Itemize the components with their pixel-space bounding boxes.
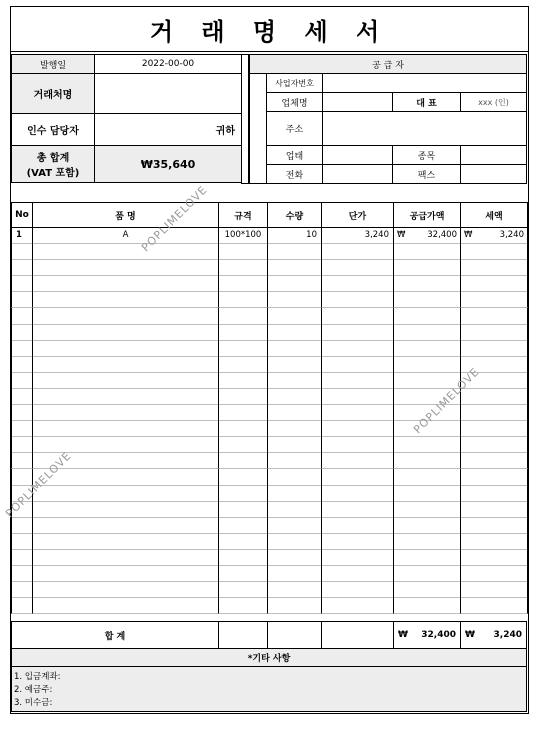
- table-cell-no: [11, 517, 33, 534]
- company-value: [322, 92, 393, 112]
- table-header-item: 품 명: [32, 202, 219, 228]
- address-value: [322, 111, 527, 146]
- table-cell-supply: [393, 291, 461, 308]
- address-label: 주소: [266, 111, 323, 146]
- table-cell-tax: [460, 597, 528, 614]
- table-cell-qty: [267, 485, 322, 502]
- business-type-label: 업태: [266, 145, 323, 165]
- table-cell-spec: [218, 308, 268, 325]
- table-cell-qty: [267, 308, 322, 325]
- amount-value: 32,400: [427, 230, 457, 241]
- phone-label: 전화: [266, 164, 323, 184]
- table-cell-item: [32, 324, 219, 341]
- table-cell-tax: [460, 549, 528, 566]
- table-cell-qty: [267, 324, 322, 341]
- table-cell-item: [32, 420, 219, 437]
- table-cell-item: [32, 597, 219, 614]
- table-header-tax: 세액: [460, 202, 528, 228]
- table-cell-spec: [218, 275, 268, 292]
- table-cell-item: [32, 243, 219, 260]
- table-cell-tax: [460, 501, 528, 518]
- table-cell-item: [32, 549, 219, 566]
- table-cell-item: [32, 436, 219, 453]
- table-cell-no: [11, 533, 33, 550]
- table-total-tax-currency: ₩: [465, 630, 475, 640]
- table-cell-no: [11, 452, 33, 469]
- table-total-tax-cell: [460, 621, 527, 649]
- supplier-header: 공 급 자: [249, 54, 527, 74]
- table-cell-tax: [460, 259, 528, 276]
- table-cell-supply: [393, 533, 461, 550]
- table-cell-unit: [321, 549, 394, 566]
- receiver-suffix: 귀하: [94, 113, 242, 146]
- table-header-qty: 수량: [267, 202, 322, 228]
- table-cell-tax: [460, 404, 528, 421]
- table-cell-tax: [460, 436, 528, 453]
- table-cell-unit: [321, 420, 394, 437]
- table-cell-item: [32, 404, 219, 421]
- table-cell-item: [32, 291, 219, 308]
- table-cell-unit: [321, 291, 394, 308]
- table-cell-unit: [321, 388, 394, 405]
- table-cell-supply: [393, 501, 461, 518]
- table-cell-supply: [393, 340, 461, 357]
- table-cell-unit: [321, 404, 394, 421]
- table-cell-no: [11, 404, 33, 421]
- table-total-tax: 3,240: [493, 630, 522, 640]
- phone-value: [322, 164, 393, 184]
- table-cell-qty: [267, 275, 322, 292]
- grand-total-label-line1: 총 합계: [36, 153, 70, 164]
- table-cell-spec: [218, 533, 268, 550]
- table-total-supply-currency: ₩: [398, 630, 408, 640]
- table-cell-no: [11, 291, 33, 308]
- table-cell-no: [11, 259, 33, 276]
- table-cell-supply: [393, 227, 461, 244]
- table-cell-no: [11, 420, 33, 437]
- table-cell-unit: [321, 469, 394, 486]
- table-cell-tax: [460, 533, 528, 550]
- table-cell-tax: [460, 291, 528, 308]
- table-cell-tax: [460, 581, 528, 598]
- table-cell-qty: [267, 291, 322, 308]
- table-cell-item: [32, 485, 219, 502]
- currency-symbol: ₩: [464, 230, 473, 241]
- table-cell-supply: [393, 324, 461, 341]
- table-cell-qty: [267, 388, 322, 405]
- table-cell-tax: [460, 324, 528, 341]
- table-cell-no: 1: [11, 227, 33, 244]
- table-cell-spec: [218, 436, 268, 453]
- table-cell-item: [32, 356, 219, 373]
- table-cell-unit: [321, 533, 394, 550]
- table-cell-supply: [393, 597, 461, 614]
- table-cell-no: [11, 340, 33, 357]
- table-cell-no: [11, 549, 33, 566]
- table-cell-spec: [218, 291, 268, 308]
- table-cell-item: [32, 581, 219, 598]
- table-cell-supply: [393, 549, 461, 566]
- biz-no-label: 사업자번호: [266, 73, 323, 93]
- table-cell-no: [11, 372, 33, 389]
- table-cell-supply: [393, 356, 461, 373]
- table-cell-spec: [218, 469, 268, 486]
- table-cell-no: [11, 565, 33, 582]
- table-cell-qty: [267, 452, 322, 469]
- biz-no-value: [322, 73, 527, 93]
- table-cell-no: [11, 308, 33, 325]
- table-cell-tax: [460, 565, 528, 582]
- table-cell-tax: [460, 469, 528, 486]
- notes-line-account: 1. 입금계좌:: [14, 672, 61, 682]
- table-cell-qty: [267, 404, 322, 421]
- company-label: 업체명: [266, 92, 323, 112]
- currency-symbol: ₩: [397, 230, 406, 241]
- table-cell-qty: [267, 533, 322, 550]
- grand-total-value: ₩35,640: [94, 145, 242, 183]
- client-value: [94, 73, 242, 114]
- notes-header: *기타 사항: [11, 648, 527, 667]
- amount-value: 3,240: [499, 230, 524, 241]
- invoice-document: [3, 6, 529, 714]
- watermark-2: POPLIMELOVE: [411, 365, 483, 437]
- fax-value: [460, 164, 527, 184]
- table-cell-qty: [267, 420, 322, 437]
- table-header-supply: 공급가액: [393, 202, 461, 228]
- table-cell-unit: 3,240: [321, 227, 394, 244]
- table-cell-unit: [321, 356, 394, 373]
- table-cell-item: [32, 372, 219, 389]
- table-cell-spec: [218, 549, 268, 566]
- table-cell-supply: [393, 452, 461, 469]
- notes-body: [11, 666, 527, 712]
- table-cell-qty: [267, 243, 322, 260]
- table-cell-unit: [321, 517, 394, 534]
- table-cell-item: [32, 388, 219, 405]
- table-cell-qty: [267, 581, 322, 598]
- table-cell-item: [32, 259, 219, 276]
- table-cell-spec: [218, 356, 268, 373]
- table-cell-spec: [218, 324, 268, 341]
- table-total-unit: [321, 621, 394, 649]
- table-cell-item: A: [32, 227, 219, 244]
- issue-date-label: 발행일: [11, 54, 95, 74]
- table-cell-no: [11, 388, 33, 405]
- table-cell-spec: [218, 565, 268, 582]
- table-cell-tax: [460, 485, 528, 502]
- table-cell-tax: [460, 227, 528, 244]
- table-total-supply-cell: [393, 621, 461, 649]
- table-cell-unit: [321, 501, 394, 518]
- table-cell-item: [32, 275, 219, 292]
- table-cell-tax: [460, 420, 528, 437]
- table-cell-supply: [393, 275, 461, 292]
- table-cell-spec: [218, 597, 268, 614]
- table-cell-item: [32, 340, 219, 357]
- business-type-value: [322, 145, 393, 165]
- table-cell-spec: [218, 259, 268, 276]
- table-cell-qty: [267, 436, 322, 453]
- table-cell-item: [32, 501, 219, 518]
- table-cell-qty: [267, 565, 322, 582]
- table-cell-unit: [321, 436, 394, 453]
- ceo-label: 대 표: [392, 92, 461, 112]
- table-cell-no: [11, 324, 33, 341]
- table-cell-spec: [218, 501, 268, 518]
- table-cell-tax: [460, 275, 528, 292]
- table-total-label: 합 계: [11, 621, 219, 649]
- table-cell-qty: [267, 517, 322, 534]
- table-cell-unit: [321, 243, 394, 260]
- table-total-spec: [218, 621, 268, 649]
- table-cell-qty: [267, 372, 322, 389]
- table-cell-spec: [218, 485, 268, 502]
- table-cell-item: [32, 533, 219, 550]
- table-cell-supply: [393, 469, 461, 486]
- table-cell-unit: [321, 597, 394, 614]
- watermark-1: POPLIMELOVE: [139, 183, 211, 255]
- table-cell-tax: [460, 452, 528, 469]
- table-cell-qty: [267, 469, 322, 486]
- table-cell-supply: [393, 581, 461, 598]
- supplier-side-strip: [249, 73, 267, 184]
- table-cell-qty: 10: [267, 227, 322, 244]
- table-cell-no: [11, 243, 33, 260]
- table-cell-spec: 100*100: [218, 227, 268, 244]
- notes-line-outstanding: 3. 미수금:: [14, 698, 53, 708]
- table-cell-qty: [267, 340, 322, 357]
- table-cell-qty: [267, 501, 322, 518]
- table-cell-spec: [218, 404, 268, 421]
- grand-total-label: [11, 145, 95, 183]
- table-cell-supply: [393, 517, 461, 534]
- table-cell-spec: [218, 581, 268, 598]
- table-cell-tax: [460, 308, 528, 325]
- table-cell-spec: [218, 340, 268, 357]
- table-cell-item: [32, 308, 219, 325]
- issue-date-value: 2022-00-00: [94, 54, 242, 74]
- table-cell-supply: [393, 485, 461, 502]
- grand-total-label-line2: (VAT 포함): [26, 168, 80, 179]
- table-cell-supply: [393, 565, 461, 582]
- table-cell-unit: [321, 581, 394, 598]
- table-cell-qty: [267, 356, 322, 373]
- table-cell-qty: [267, 597, 322, 614]
- fax-label: 팩스: [392, 164, 461, 184]
- table-cell-supply: [393, 308, 461, 325]
- table-cell-spec: [218, 388, 268, 405]
- table-cell-tax: [460, 340, 528, 357]
- table-cell-unit: [321, 275, 394, 292]
- table-cell-unit: [321, 565, 394, 582]
- table-cell-spec: [218, 452, 268, 469]
- table-cell-spec: [218, 517, 268, 534]
- table-cell-qty: [267, 549, 322, 566]
- table-cell-no: [11, 597, 33, 614]
- table-cell-no: [11, 275, 33, 292]
- table-cell-unit: [321, 340, 394, 357]
- table-cell-no: [11, 581, 33, 598]
- table-cell-item: [32, 517, 219, 534]
- notes-line-holder: 2. 예금주:: [14, 685, 53, 695]
- table-cell-spec: [218, 420, 268, 437]
- watermark-3: POPLIMELOVE: [3, 449, 75, 521]
- table-cell-supply: [393, 436, 461, 453]
- business-item-label: 종목: [392, 145, 461, 165]
- table-cell-unit: [321, 452, 394, 469]
- table-cell-spec: [218, 372, 268, 389]
- vertical-separator: [241, 54, 249, 184]
- business-item-value: [460, 145, 527, 165]
- table-cell-unit: [321, 259, 394, 276]
- table-cell-item: [32, 565, 219, 582]
- table-cell-supply: [393, 243, 461, 260]
- table-cell-unit: [321, 308, 394, 325]
- table-cell-tax: [460, 517, 528, 534]
- receiver-label: 인수 담당자: [11, 113, 95, 146]
- client-label: 거래처명: [11, 73, 95, 114]
- table-cell-unit: [321, 372, 394, 389]
- table-header-no: No: [11, 202, 33, 228]
- table-cell-qty: [267, 259, 322, 276]
- table-cell-unit: [321, 324, 394, 341]
- table-header-unit: 단가: [321, 202, 394, 228]
- table-cell-no: [11, 356, 33, 373]
- table-cell-no: [11, 436, 33, 453]
- table-cell-spec: [218, 243, 268, 260]
- table-total-qty: [267, 621, 322, 649]
- table-cell-tax: [460, 388, 528, 405]
- table-cell-unit: [321, 485, 394, 502]
- table-header-spec: 규격: [218, 202, 268, 228]
- ceo-value: xxx (인): [460, 92, 527, 112]
- document-title: 거 래 명 세 서: [11, 7, 528, 52]
- table-total-supply: 32,400: [421, 630, 456, 640]
- table-cell-tax: [460, 243, 528, 260]
- table-cell-supply: [393, 259, 461, 276]
